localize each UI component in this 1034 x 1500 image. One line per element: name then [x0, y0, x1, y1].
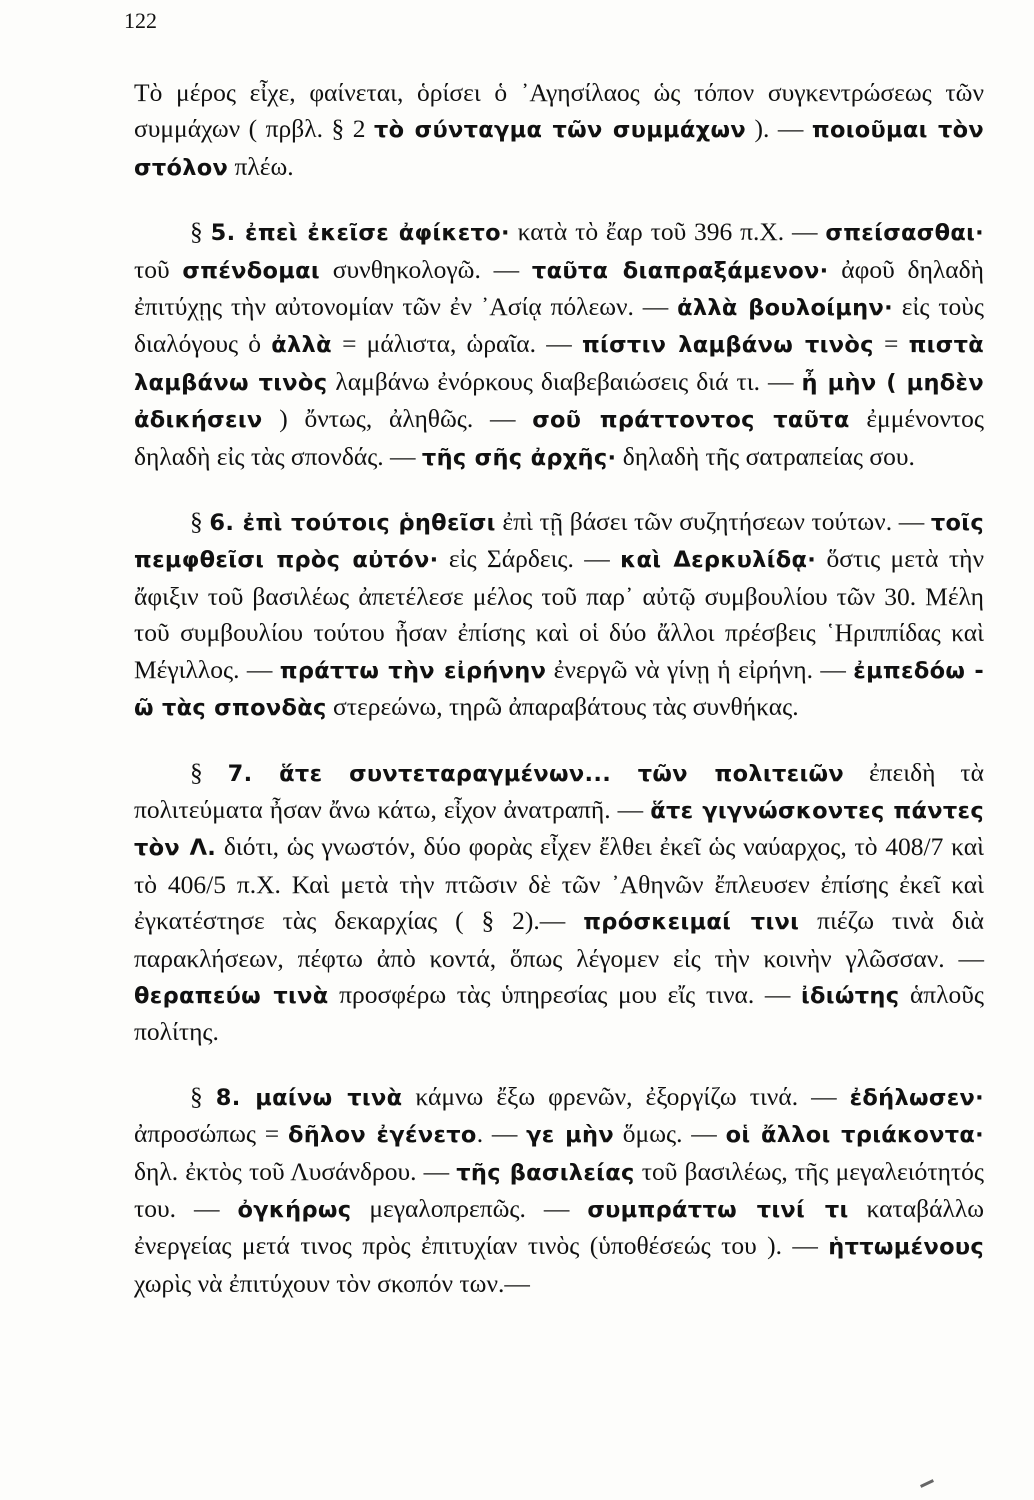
gloss-text: ἀπροσώπως =: [134, 1119, 288, 1149]
gloss-text: δηλαδὴ τῆς σατραπείας σου.: [616, 441, 915, 471]
page-number: 122: [124, 8, 157, 33]
gloss-text: = μάλιστα, ὡραῖα. —: [331, 329, 582, 359]
lemma-term: 5. ἐπεὶ ἐκεῖσε ἀφίκετο·: [210, 220, 510, 247]
paragraph-p5: [134, 214, 984, 476]
gloss-text: τοῦ: [134, 254, 183, 284]
lemma-term: ἡττωμένους: [828, 1234, 984, 1261]
paragraph-p8: [134, 1079, 984, 1302]
gloss-text: εἰς τοὺς διαλόγους ὁ: [134, 292, 984, 359]
paragraph-p0: [134, 75, 984, 186]
lemma-term: συμπράττω τινί τι: [587, 1196, 849, 1223]
gloss-text: §: [190, 217, 211, 247]
lemma-term: θεραπεύω τινὰ: [134, 982, 329, 1009]
lemma-term: ἦ μὴν ( μηδὲν ἀδικήσειν: [134, 369, 984, 434]
lemma-term: ταῦτα διαπραξάμενον·: [531, 257, 829, 284]
gloss-text: ἐμμένοντος δηλαδὴ εἰς τὰς σπονδάς. —: [134, 404, 984, 471]
lemma-term: τῆς σῆς ἀρχῆς·: [421, 444, 617, 471]
gloss-text: μεγαλοπρεπῶς. —: [351, 1193, 588, 1223]
commentary-text: [134, 75, 984, 1302]
gloss-text: ἀφοῦ δηλαδὴ ἐπιτύχῃς τὴν αὐτονομίαν τῶν ἐν ᾿Ασίᾳ πόλεων. —: [134, 254, 984, 322]
lemma-term: τοῖς πεμφθεῖσι πρὸς αὐτόν·: [134, 510, 984, 574]
gloss-text: λαμβάνω ἐνόρκους διαβεβαιώσεις διά τι. —: [327, 366, 802, 396]
lemma-term: σπένδομαι: [182, 257, 320, 284]
lemma-term: 6. ἐπὶ τούτοις ῥηθεῖσι: [209, 510, 496, 537]
gloss-text: καταβάλλω ἐνεργείας μετά τινος πρὸς ἐπιτυχίαν τινὸς (ὑποθέσεώς του ). —: [134, 1193, 984, 1261]
gloss-text: δηλ. ἐκτὸς τοῦ Λυσάνδρου. —: [134, 1156, 457, 1186]
gloss-text: ἐνεργῶ νὰ γίνῃ ἡ εἰρήνη. —: [546, 654, 854, 684]
ink-mark: [920, 1479, 934, 1488]
gloss-text: ἐπὶ τῇ βάσει τῶν συζητήσεων τούτων. —: [495, 507, 931, 537]
gloss-text: ἐπειδὴ τὰ πολιτεύματα ἦσαν ἄνω κάτω, εἶχον ἀνατραπῆ. —: [134, 757, 984, 824]
lemma-term: ἐμπεδόω - ῶ τὰς σπονδὰς: [134, 657, 985, 722]
gloss-text: προσφέρω τὰς ὑπηρεσίας μου εἴς τινα. —: [328, 979, 801, 1009]
paragraph-p7: [134, 755, 984, 1051]
gloss-text: διότι, ὡς γνωστόν, δύο φορὰς εἶχεν ἔλθει ἐκεῖ ὡς ναύαρχος, τὸ 408/7 καὶ τὸ 406/5 π.Χ. Καὶ μετὰ τὴν πτῶσιν δὲ τῶν ᾿Αθηνῶν ἔπλευσεν ἐπίσης ἐκεῖ καὶ ἐγκατέστησε τὰς δεκαρχίας ( § 2).—: [134, 832, 984, 936]
lemma-term: πιστὰ λαμβάνω τινὸς: [134, 332, 984, 396]
gloss-text: τοῦ βασιλέως, τῆς μεγαλειότητός του. —: [134, 1156, 984, 1223]
lemma-term: πράττω τὴν εἰρήνην: [279, 657, 547, 684]
gloss-text: §: [190, 757, 228, 787]
gloss-text: §: [190, 507, 210, 537]
lemma-term: σοῦ πράττοντος ταῦτα: [532, 407, 850, 434]
gloss-text: ) ὄντως, ἀληθῶς. —: [262, 404, 533, 434]
gloss-text: στερεώνω, τηρῶ ἀπαραβάτους τὰς συνθήκας.: [326, 692, 799, 722]
lemma-term: ὀγκήρως: [237, 1196, 352, 1223]
gloss-text: πιέζω τινὰ διὰ παρακλήσεων, πέφτω ἀπὸ κοντά, ὅπως λέγομεν εἰς τὴν κοινὴν γλῶσσαν. —: [134, 906, 984, 973]
lemma-term: δῆλον ἐγένετο: [287, 1122, 477, 1149]
gloss-text: κάμνω ἔξω φρενῶν, ἐξοργίζω τινά. —: [402, 1081, 850, 1111]
lemma-term: οἱ ἄλλοι τριάκοντα·: [725, 1122, 984, 1149]
gloss-text: ὅστις μετὰ τὴν ἄφιξιν τοῦ βασιλέως ἀπετέλεσε μέλος τοῦ παρ᾿ αὐτῷ συμβουλίου τῶν 30. Μέλη τοῦ συμβουλίου τούτου ἦσαν ἐπίσης καὶ οἱ δύο ἄλλοι πρέσβεις ῾Ηριππίδας καὶ Μέγιλλος. —: [134, 544, 985, 684]
lemma-term: τῆς βασιλείας: [456, 1159, 635, 1186]
lemma-term: σπείσασθαι·: [825, 220, 985, 247]
lemma-term: πρόσκειμαί τινι: [583, 909, 800, 936]
lemma-term: ποιοῦμαι τὸν στόλον: [134, 117, 984, 181]
lemma-term: ἰδιώτης: [800, 982, 900, 1009]
gloss-text: . —: [476, 1119, 527, 1149]
gloss-text: §: [190, 1081, 216, 1111]
gloss-text: κατὰ τὸ ἔαρ τοῦ 396 π.Χ. —: [509, 217, 826, 247]
lemma-term: 8. μαίνω τινὰ: [215, 1084, 403, 1111]
gloss-text: ὅμως. —: [613, 1119, 726, 1149]
gloss-text: εἰς Σάρδεις. —: [438, 544, 621, 574]
gloss-text: ). —: [745, 114, 812, 144]
lemma-term: γε μὴν: [526, 1122, 614, 1149]
lemma-term: ἐδήλωσεν·: [849, 1084, 984, 1111]
lemma-term: τὸ σύνταγμα τῶν συμμάχων: [373, 117, 746, 144]
lemma-term: 7. ἅτε συντεταραγμένων... τῶν πολιτειῶν: [227, 760, 845, 787]
lemma-term: πίστιν λαμβάνω τινὸς: [581, 332, 874, 359]
gloss-text: ἁπλοῦς πολίτης.: [134, 979, 985, 1047]
lemma-term: καὶ Δερκυλίδᾳ·: [620, 547, 817, 574]
gloss-text: συνθηκολογῶ. —: [320, 254, 532, 284]
gloss-text: =: [873, 329, 909, 359]
paragraph-p6: [134, 504, 984, 726]
lemma-term: ἅτε γιγνώσκοντες πάντες τὸν Λ.: [134, 797, 984, 862]
gloss-text: πλέω.: [228, 151, 294, 181]
lemma-term: ἀλλὰ βουλοίμην·: [677, 295, 893, 322]
gloss-text: χωρὶς νὰ ἐπιτύχουν τὸν σκοπόν των.—: [134, 1268, 530, 1298]
lemma-term: ἀλλὰ: [271, 332, 332, 359]
gloss-text: Τὸ μέρος εἶχε, φαίνεται, ὁρίσει ὁ ᾿Αγησίλαος ὡς τόπον συγκεντρώσεως τῶν συμμάχων ( πρβλ. § 2: [134, 78, 984, 144]
